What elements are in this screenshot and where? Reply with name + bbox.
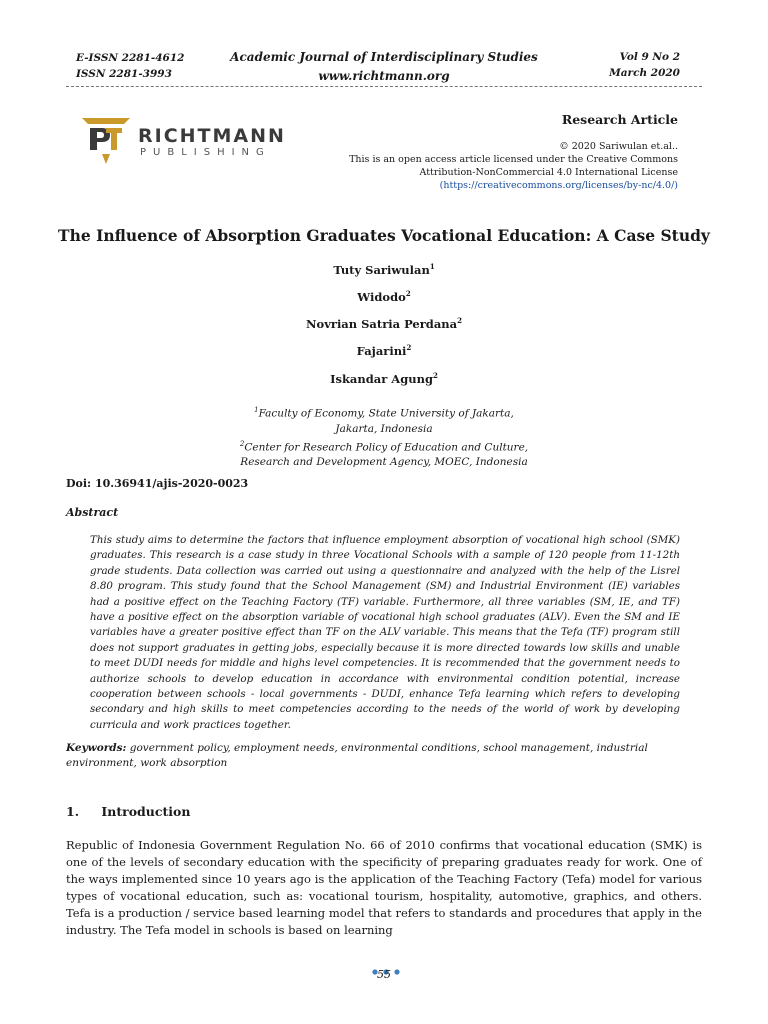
keywords-label: Keywords: xyxy=(66,742,127,754)
volume: Vol 9 No 2 xyxy=(619,51,680,63)
license-line-1: This is an open access article licensed under the Creative Commons xyxy=(349,154,678,165)
section-heading xyxy=(66,804,190,819)
abstract-heading: Abstract xyxy=(66,506,119,519)
intro-paragraph: Republic of Indonesia Government Regulation No. 66 of 2010 confirms that vocational education (SMK) is one of the levels of secondary education with the specificity of preparing graduates ready for work. One of the ways implemented since 10 years ago is the application of the Teaching Factory (Tefa) model for various types of vocational education, such as: vocational tourism, hospitality, automotive, graphics, and others. Tefa is a production / service based learning model that refers to standards and procedures that apply in the industry. The Tefa model in schools is based on learning xyxy=(66,838,702,937)
keywords xyxy=(66,741,680,771)
journal-name: Academic Journal of Interdisciplinary Studies xyxy=(230,50,538,64)
author-5: Iskandar Agung$^2$ xyxy=(330,371,438,386)
publisher-logo xyxy=(80,116,286,166)
logo-name: RICHTMANN xyxy=(138,125,286,147)
copyright: © 2020 Sariwulan et.al.. xyxy=(559,141,678,152)
paper-title: The Influence of Absorption Graduates Vocational Education: A Case Study xyxy=(58,226,710,245)
logo-subtitle: PUBLISHING xyxy=(140,147,271,158)
journal-website[interactable]: www.richtmann.org xyxy=(318,69,450,83)
section-title: Introduction xyxy=(101,804,191,819)
page-number: 55 xyxy=(377,968,391,981)
issue-date: March 2020 xyxy=(609,67,680,79)
section-number: 1. xyxy=(66,804,80,819)
affiliation-1: $^1$Faculty of Economy, State University of Jakarta, Jakarta, Indonesia $^2$Center for Research Policy of Education and Culture, Research and Development Agency, MOEC, Indonesia xyxy=(239,406,529,468)
keywords-list: government policy, employment needs, environmental conditions, school management, industrial environment, work absorption xyxy=(66,742,648,769)
article-type: Research Article xyxy=(561,112,678,127)
doi[interactable]: Doi: 10.36941/ajis-2020-0023 xyxy=(66,477,249,490)
page-dots xyxy=(372,960,400,966)
author-3: Novrian Satria Perdana$^2$ xyxy=(306,316,462,331)
license-line-2: Attribution-NonCommercial 4.0 International License xyxy=(419,167,678,178)
license-link[interactable]: (https://creativecommons.org/licenses/by-nc/4.0/) xyxy=(439,180,678,191)
issn: ISSN 2281-3993 xyxy=(76,68,172,80)
eissn: E-ISSN 2281-4612 xyxy=(76,52,185,64)
author-2: Widodo$^2$ xyxy=(357,289,411,304)
author-1: Tuty Sariwulan$^1$ xyxy=(333,262,435,277)
header-divider xyxy=(66,86,702,87)
author-4: Fajarini$^2$ xyxy=(356,343,412,358)
richtmann-emblem-icon xyxy=(80,116,132,166)
abstract-text: This study aims to determine the factors that influence employment absorption of vocational high school (SMK) graduates. This research is a case study in three Vocational Schools with a sample of 120 people from 11-12th grade students. Data collection was carried out using a questionnaire and analyzed with the help of the Lisrel 8.80 program. This study found that the School Management (SM) and Industrial Environment (IE) variables had a positive effect on the Teaching Factory (TF) variable. Furthermore, all three variables (SM, IE, and TF) have a positive effect on the absorption variable of vocational high school graduates (ALV). Even the SM and IE variables have a greater positive effect than TF on the ALV variable. This means that the Tefa (TF) program still does not support graduates in getting jobs, especially because it is more directed towards low skills and unable to meet DUDI needs for middle and highs level competencies. It is recommended that the government needs to authorize schools to develop education in accordance with environmental condition potential, increase cooperation between schools - local governments - DUDI, enhance Tefa learning which refers to developing secondary and high skills to meet competencies according to the needs of the world of work by developing curricula and work practices together. xyxy=(90,534,680,731)
